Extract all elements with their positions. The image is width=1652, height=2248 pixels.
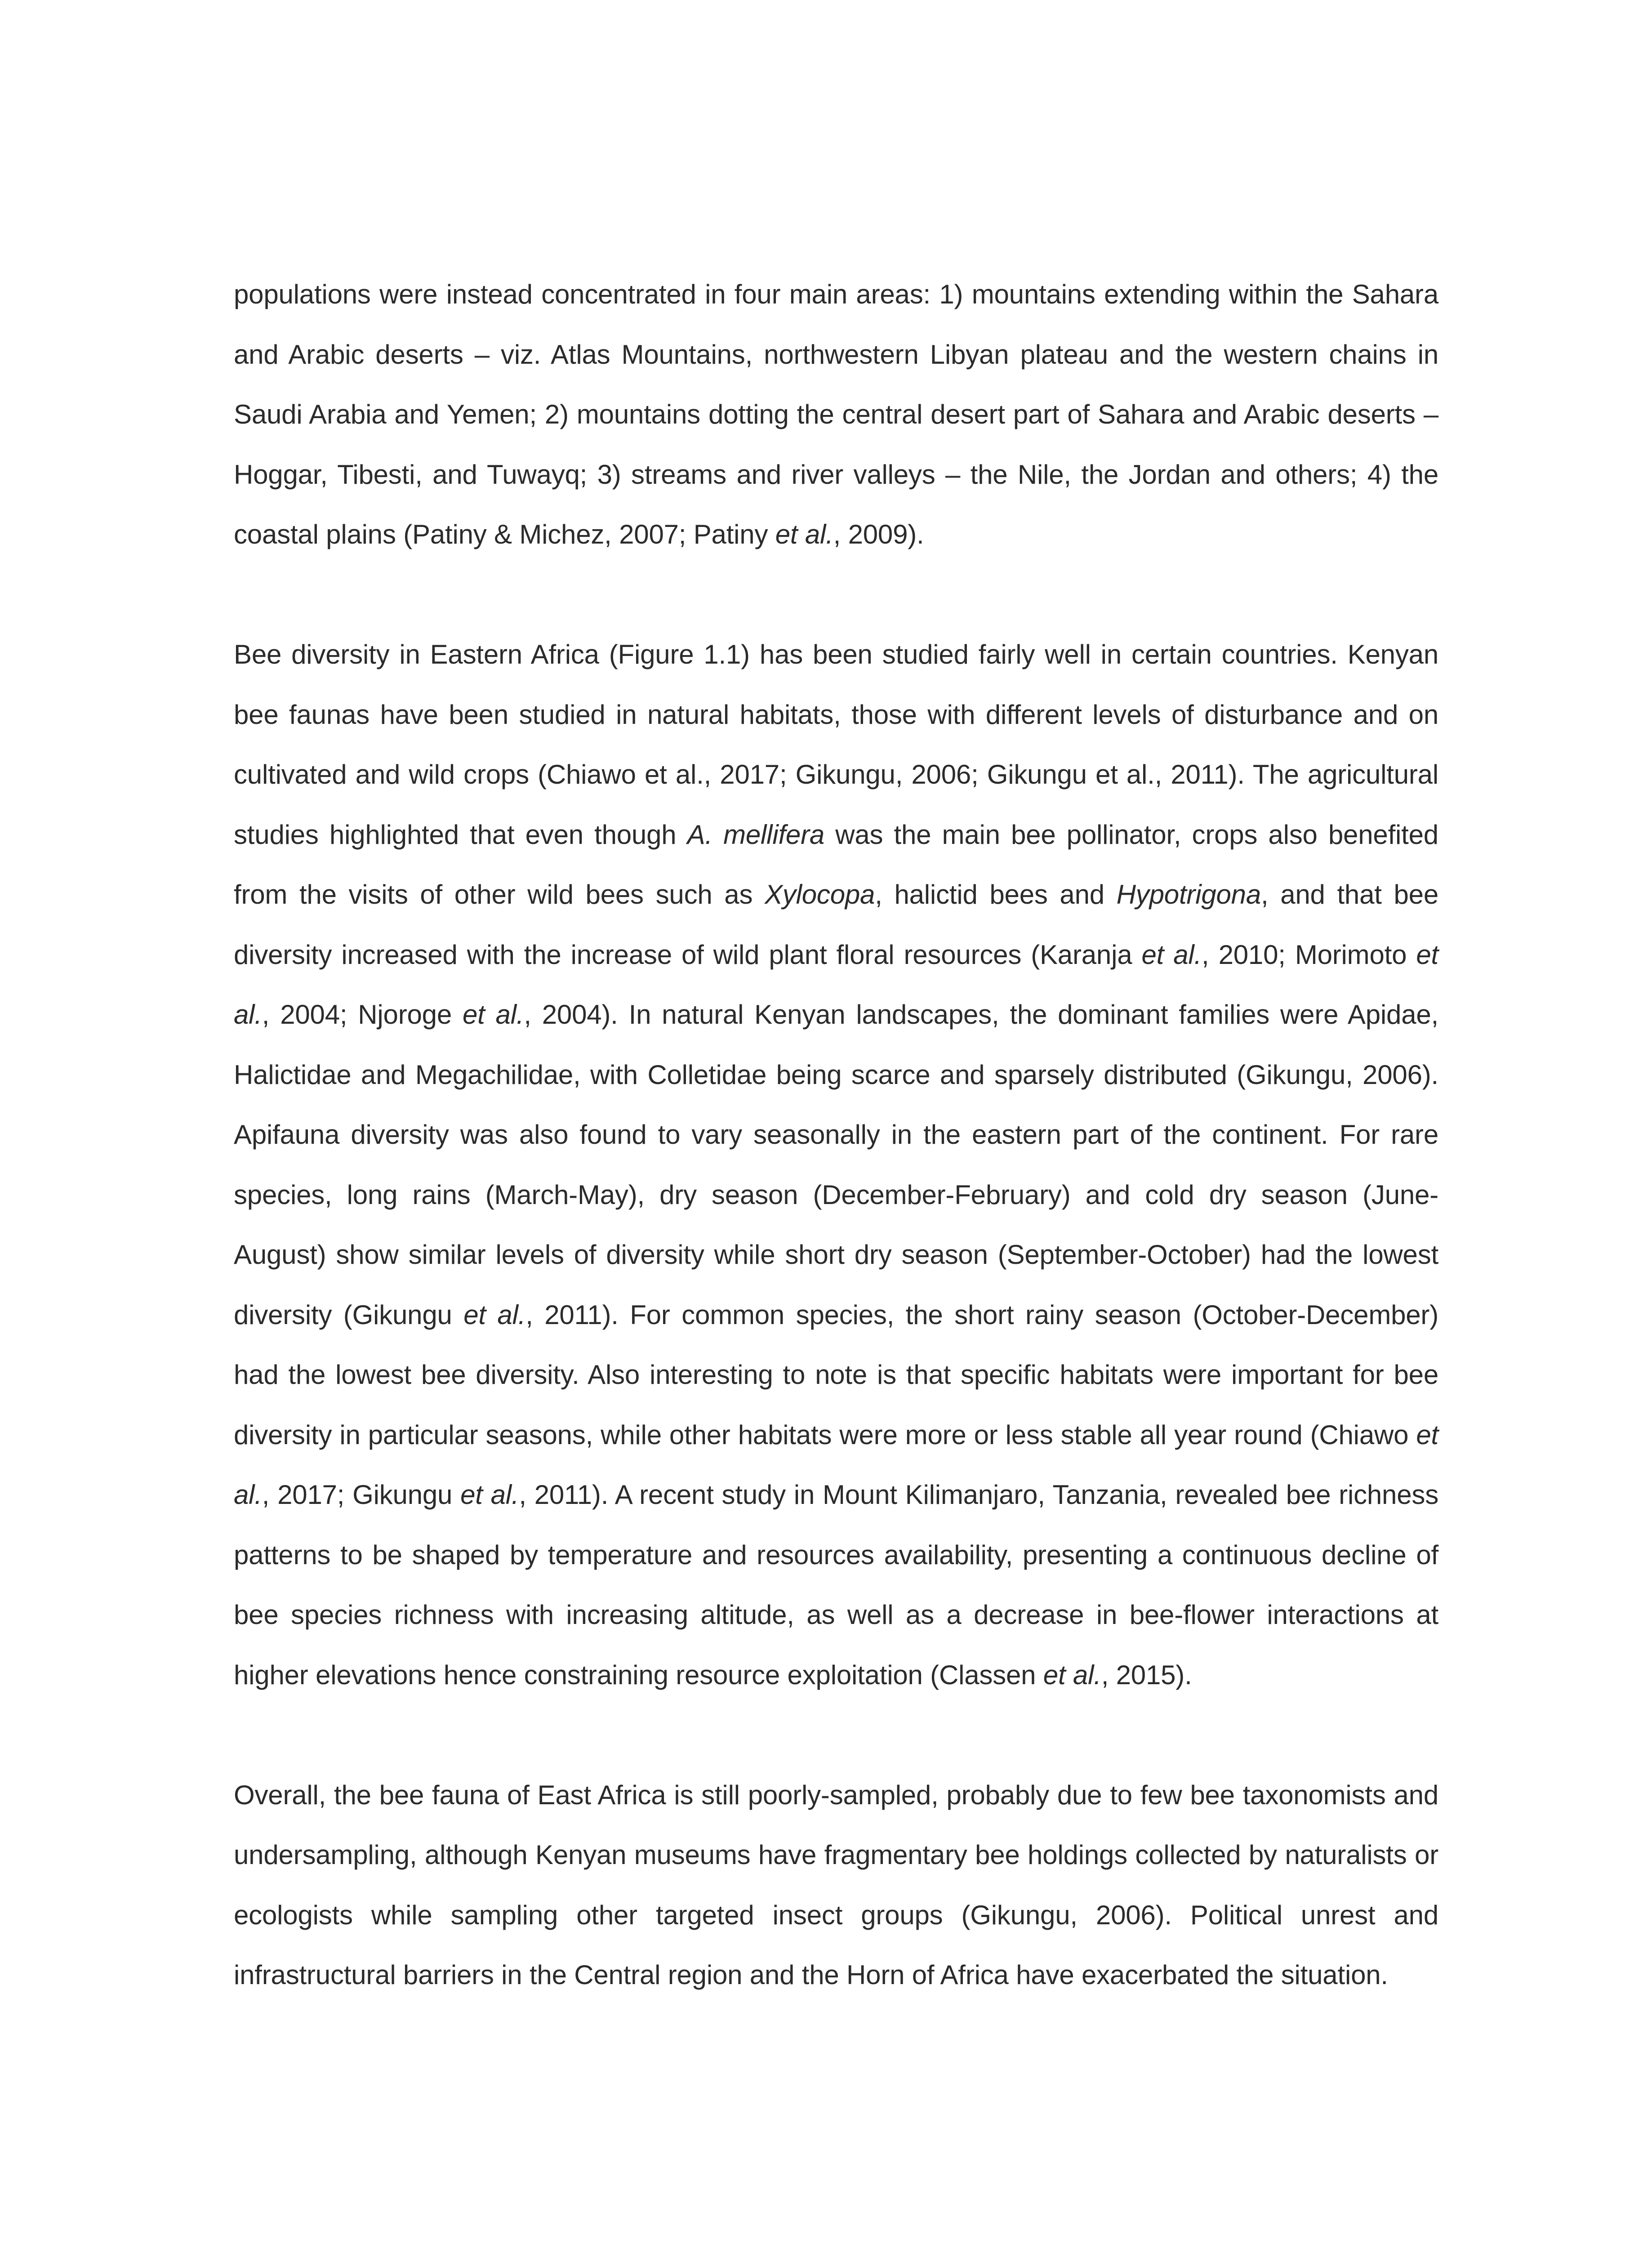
- italic-text-run: Hypotrigona: [1116, 879, 1261, 910]
- text-run: , 2017; Gikungu: [262, 1480, 461, 1510]
- paragraph-1: [234, 264, 1438, 565]
- text-run: , 2004). In natural Kenyan landscapes, the dominant families were Apidae, Halictidae and Megachilidae, with Colletidae being scarce and sparsely distributed (Gikungu, 2006). Apifauna diversity was also found to vary seasonally in the eastern part of the continent. For rare species, long rains (March-May), dry season (December-February) and cold dry season (June-August) show similar levels of diversity while short dry season (September-October) had the lowest diversity (Gikungu: [234, 999, 1438, 1330]
- italic-text-run: et al.: [462, 999, 524, 1030]
- italic-text-run: et al.: [1141, 939, 1202, 970]
- italic-text-run: et al.: [460, 1480, 519, 1510]
- text-run: , and that bee diversity increased with the increase of wild plant floral resources (Karanja: [234, 879, 1438, 970]
- text-run: Bee diversity in Eastern Africa (Figure 1.1) has been studied fairly well in certain countries. Kenyan bee faunas have been studied in natural habitats, those with different levels of disturbance and on cultivated and wild crops (Chiawo et al., 2017; Gikungu, 2006; Gikungu et al., 2011). The agricultural studies highlighted that even though: [234, 639, 1438, 850]
- text-run: , 2011). A recent study in Mount Kilimanjaro, Tanzania, revealed bee richness patterns to be shaped by temperature and resources availability, presenting a continuous decline of bee species richness with increasing altitude, as well as a decrease in bee-flower interactions at higher elevations hence constraining resource exploitation (Classen: [234, 1480, 1438, 1690]
- italic-text-run: Xylocopa: [765, 879, 875, 910]
- text-run: , 2015).: [1101, 1659, 1192, 1690]
- text-run: , 2010; Morimoto: [1202, 939, 1416, 970]
- text-run: , 2004; Njoroge: [262, 999, 463, 1030]
- body-text: [234, 264, 1438, 2005]
- italic-text-run: et al.: [463, 1299, 526, 1330]
- italic-text-run: et al.: [234, 1419, 1438, 1510]
- text-run: Overall, the bee fauna of East Africa is still poorly-sampled, probably due to few bee taxonomists and undersampling, although Kenyan museums have fragmentary bee holdings collected by naturalists or ecologists while sampling other targeted insect groups (Gikungu, 2006). Political unrest and infrastructural barriers in the Central region and the Horn of Africa have exacerbated the situation.: [234, 1780, 1438, 1990]
- text-run: populations were instead concentrated in four main areas: 1) mountains extending within the Sahara and Arabic deserts – viz. Atlas Mountains, northwestern Libyan plateau and the western chains in Saudi Arabia and Yemen; 2) mountains dotting the central desert part of Sahara and Arabic deserts – Hoggar, Tibesti, and Tuwayq; 3) streams and river valleys – the Nile, the Jordan and others; 4) the coastal plains (Patiny & Michez, 2007; Patiny: [234, 279, 1438, 549]
- text-run: , halictid bees and: [875, 879, 1117, 910]
- italic-text-run: et al.: [234, 939, 1438, 1030]
- text-run: , 2009).: [833, 519, 924, 549]
- text-run: , 2011). For common species, the short rainy season (October-December) had the lowest bee diversity. Also interesting to note is that specific habitats were important for bee diversity in particular seasons, while other habitats were more or less stable all year round (Chiawo: [234, 1299, 1438, 1450]
- paragraph-2: [234, 624, 1438, 1705]
- text-run: was the main bee pollinator, crops also benefited from the visits of other wild bees such as: [234, 819, 1438, 910]
- italic-text-run: et al.: [775, 519, 833, 549]
- italic-text-run: et al.: [1043, 1659, 1101, 1690]
- paragraph-3: [234, 1765, 1438, 2005]
- italic-text-run: A. mellifera: [687, 819, 825, 850]
